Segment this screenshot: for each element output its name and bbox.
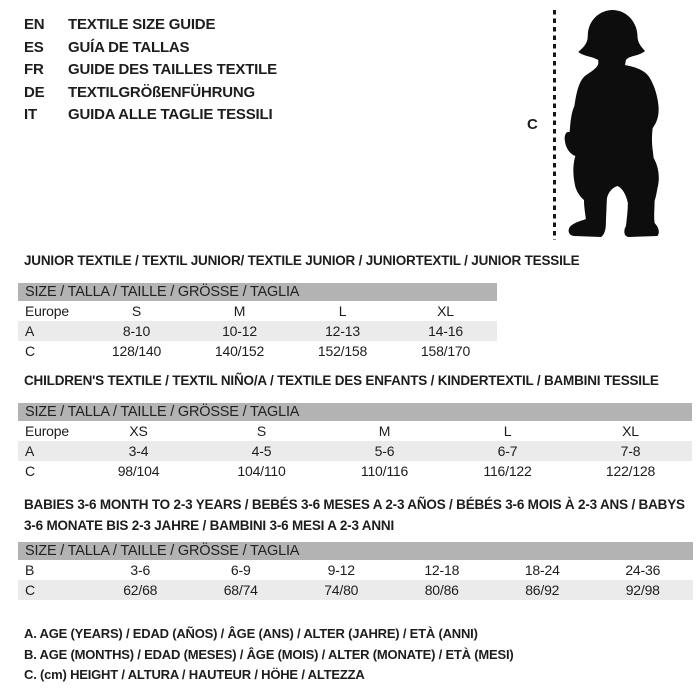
cell: 158/170 <box>420 343 471 359</box>
table-row <box>18 580 693 600</box>
cell: XL <box>437 303 454 319</box>
cell: L <box>503 423 512 439</box>
language-row-it <box>24 104 277 127</box>
cell: 3-6 <box>130 562 151 578</box>
table-row <box>18 301 497 321</box>
language-row-en <box>24 14 277 37</box>
legend-note-b: B. AGE (MONTHS) / EDAD (MESES) / ÂGE (MOIS) / ALTER (MONATE) / ETÀ (MESI) <box>24 646 514 662</box>
table-title: CHILDREN'S TEXTILE / TEXTIL NIÑO/A / TEXTILE DES ENFANTS / KINDERTEXTIL / BAMBINI TESSILE <box>24 373 659 388</box>
legend-note-c: C. (cm) HEIGHT / ALTURA / HAUTEUR / HÖHE / ALTEZZA <box>24 667 365 682</box>
language-title: TEXTILGRÖßENFÜHRUNG <box>68 83 256 101</box>
cell: 18-24 <box>524 562 560 578</box>
language-code: ES <box>24 38 44 56</box>
cell: 3-4 <box>128 443 149 459</box>
row-label: A <box>25 323 35 339</box>
height-measure-label: C <box>527 116 538 133</box>
cell: 8-10 <box>122 323 151 339</box>
cell: 116/122 <box>483 463 532 479</box>
table-row <box>18 421 692 441</box>
cell: 122/128 <box>605 463 656 479</box>
row-label: C <box>25 463 35 479</box>
cell: 12-13 <box>325 323 360 339</box>
language-title: TEXTILE SIZE GUIDE <box>68 16 216 33</box>
size-header-bar: SIZE / TALLA / TAILLE / GRÖSSE / TAGLIA <box>18 403 692 421</box>
toddler-silhouette-icon <box>562 10 688 240</box>
cell: 7-8 <box>620 443 641 459</box>
row-label: A <box>25 443 35 459</box>
language-code: EN <box>24 16 45 33</box>
cell: 10-12 <box>222 323 257 339</box>
row-label: Europe <box>25 423 69 439</box>
language-code: DE <box>24 83 45 101</box>
cell: 9-12 <box>327 562 355 578</box>
cell: M <box>233 303 246 319</box>
cell: 24-36 <box>625 562 661 578</box>
cell: 4-5 <box>251 443 272 459</box>
cell: 12-18 <box>424 562 460 578</box>
language-row-de <box>24 82 277 105</box>
babies-textile-table <box>18 494 693 600</box>
cell: 86/92 <box>525 582 560 598</box>
table-row <box>18 461 692 481</box>
language-title: GUIDE DES TAILLES TEXTILE <box>68 61 277 79</box>
cell: M <box>378 423 391 439</box>
language-title: GUÍA DE TALLAS <box>68 38 190 56</box>
table-row <box>18 560 693 580</box>
size-header-bar: SIZE / TALLA / TAILLE / GRÖSSE / TAGLIA <box>18 542 693 560</box>
language-list <box>24 14 277 127</box>
cell: 5-6 <box>374 443 395 459</box>
cell: 128/140 <box>111 343 162 359</box>
cell: 104/110 <box>237 463 286 479</box>
cell: 6-9 <box>230 562 251 578</box>
size-header-bar: SIZE / TALLA / TAILLE / GRÖSSE / TAGLIA <box>18 283 497 301</box>
height-figure <box>520 0 700 250</box>
cell: XS <box>129 423 148 439</box>
cell: L <box>338 303 347 319</box>
height-measure-dotted-line <box>553 10 556 240</box>
row-label: C <box>25 582 35 598</box>
cell: 140/152 <box>214 343 265 359</box>
table-title: JUNIOR TEXTILE / TEXTIL JUNIOR/ TEXTILE JUNIOR / JUNIORTEXTIL / JUNIOR TESSILE <box>24 253 580 268</box>
table-row <box>18 321 497 341</box>
row-label: C <box>25 343 35 359</box>
cell: S <box>256 423 267 439</box>
language-code: IT <box>24 106 37 124</box>
cell: 6-7 <box>497 443 518 459</box>
cell: XL <box>622 423 639 439</box>
language-code: FR <box>24 61 44 79</box>
cell: 74/80 <box>324 582 359 598</box>
cell: 110/116 <box>360 463 409 479</box>
cell: 80/86 <box>424 582 459 598</box>
cell: S <box>131 303 142 319</box>
cell: 92/98 <box>625 582 660 598</box>
language-row-fr <box>24 59 277 82</box>
table-row <box>18 441 692 461</box>
table-title: BABIES 3-6 MONTH TO 2-3 YEARS / BEBÉS 3-6 MESES A 2-3 AÑOS / BÉBÉS 3-6 MOIS À 2-3 ANS / BABYS 3-6 MONATE BIS 2-3 JAHRE / BAMBINI 3-6 MESI A 2-3 ANNI <box>24 497 685 533</box>
childrens-textile-table <box>18 373 692 481</box>
legend-notes <box>24 624 514 686</box>
legend-note-a: A. AGE (YEARS) / EDAD (AÑOS) / ÂGE (ANS) / ALTER (JAHRE) / ETÀ (ANNI) <box>24 626 478 641</box>
table-row <box>18 341 497 361</box>
row-label: Europe <box>25 303 69 319</box>
row-label: B <box>25 562 35 578</box>
cell: 68/74 <box>223 582 258 598</box>
cell: 62/68 <box>123 582 158 598</box>
cell: 152/158 <box>317 343 368 359</box>
cell: 14-16 <box>428 323 463 339</box>
cell: 98/104 <box>117 463 160 479</box>
language-row-es <box>24 37 277 60</box>
language-title: GUIDA ALLE TAGLIE TESSILI <box>68 106 273 124</box>
junior-textile-table <box>18 253 580 361</box>
